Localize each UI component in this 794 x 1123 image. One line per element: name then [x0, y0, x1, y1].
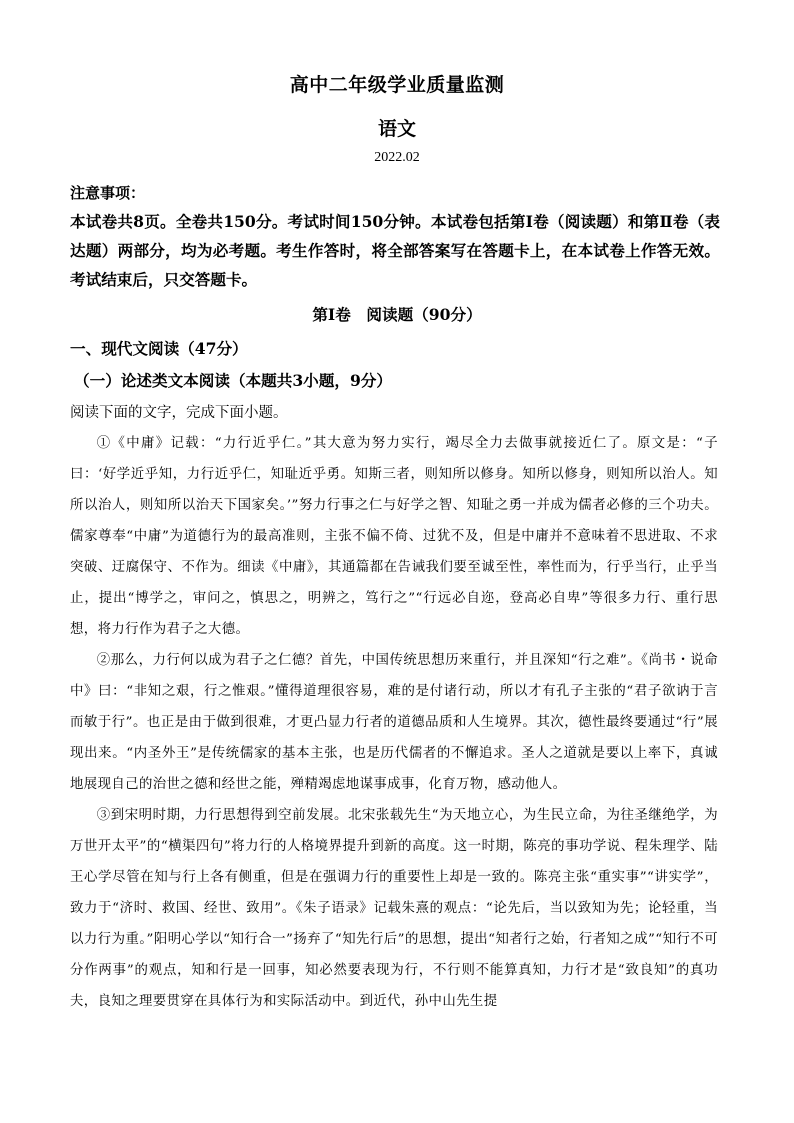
section-title: 第Ⅰ卷 阅读题（90分） [312, 305, 482, 324]
passage-paragraph: ①《中庸》记载：“力行近乎仁。”其大意为努力实行，竭尽全力去做事就接近仁了。原文是：“子曰：‘好学近乎知，力行近乎仁，知耻近乎勇。知斯三者，则知所以修身。知所以修身，则知所以治人。知所以治人，则知所以治天下国家矣。’”努力行事之仁与好学之智、知耻之勇一并成为儒者必修的三个功夫。儒家尊奉“中庸”为道德行为的最高准则，主张不偏不倚、过犹不及，但是中庸并不意味着不思进取、不求突破、迂腐保守、不作为。细读《中庸》，其通篇都在告诫我们要至诚至性，率性而为，行乎当行，止乎当止，提出“博学之，审问之，慎思之，明辨之，笃行之”“行远必自迩，登高必自卑”等很多力行、重行思想，将力行作为君子之大德。 [70, 436, 718, 637]
part-heading: 一、现代文阅读（47分） [70, 339, 248, 358]
reading-instruction: 阅读下面的文字，完成下面小题。 [70, 405, 288, 421]
exam-title: 高中二年级学业质量监测 [289, 74, 505, 96]
passage-paragraph: ②那么，力行何以成为君子之仁德？首先，中国传统思想历来重行，并且深知“行之难”。《尚书・说命中》曰：“非知之艰，行之惟艰。”懂得道理很容易，难的是付诸行动，所以才有孔子主张的“君子欲讷于言而敏于行”。也正是由于做到很难，才更凸显力行者的道德品质和人生境界。其次，德性最终要通过“行”展现出来。“内圣外王”是传统儒家的基本主张，也是历代儒者的不懈追求。圣人之道就是要以上率下，真诚地展现自己的治世之德和经世之能，殚精竭虑地谋事成事，化育万物，感动他人。 [70, 653, 718, 792]
notice-heading: 注意事项： [70, 184, 146, 202]
reading-passage [70, 428, 718, 1017]
exam-date: 2022.02 [374, 150, 420, 165]
passage-paragraph: ③到宋明时期，力行思想得到空前发展。北宋张载先生“为天地立心，为生民立命，为往圣继绝学，为万世开太平”的“横渠四句”将力行的人格境界提升到新的高度。这一时期，陈亮的事功学说、程朱理学、陆王心学尽管在知与行上各有侧重，但是在强调力行的重要性上却是一致的。陈亮主张“重实事”“讲实学”，致力于“济时、救国、经世、致用”。《朱子语录》记载朱熹的观点：“论先后，当以致知为先；论轻重，当以力行为重。”阳明心学以“知行合一”扬弃了“知先行后”的思想，提出“知者行之始，行者知之成”“知行不可分作两事”的观点，知和行是一回事，知必然要表现为行，不行则不能算真知，力行才是“致良知”的真功夫，良知之理要贯穿在具体行为和实际活动中。到近代，孙中山先生提 [70, 808, 718, 1009]
subpart-heading: （一）论述类文本阅读（本题共3小题，9分） [74, 371, 392, 390]
notice-body: 本试卷共8页。全卷共150分。考试时间150分钟。本试卷包括第Ⅰ卷（阅读题）和第Ⅱ卷（表达题）两部分，均为必考题。考生作答时，将全部答案写在答题卡上，在本试卷上作答无效。考试结束后，只交答题卡。 [70, 212, 720, 289]
subject-title: 语文 [377, 118, 416, 140]
